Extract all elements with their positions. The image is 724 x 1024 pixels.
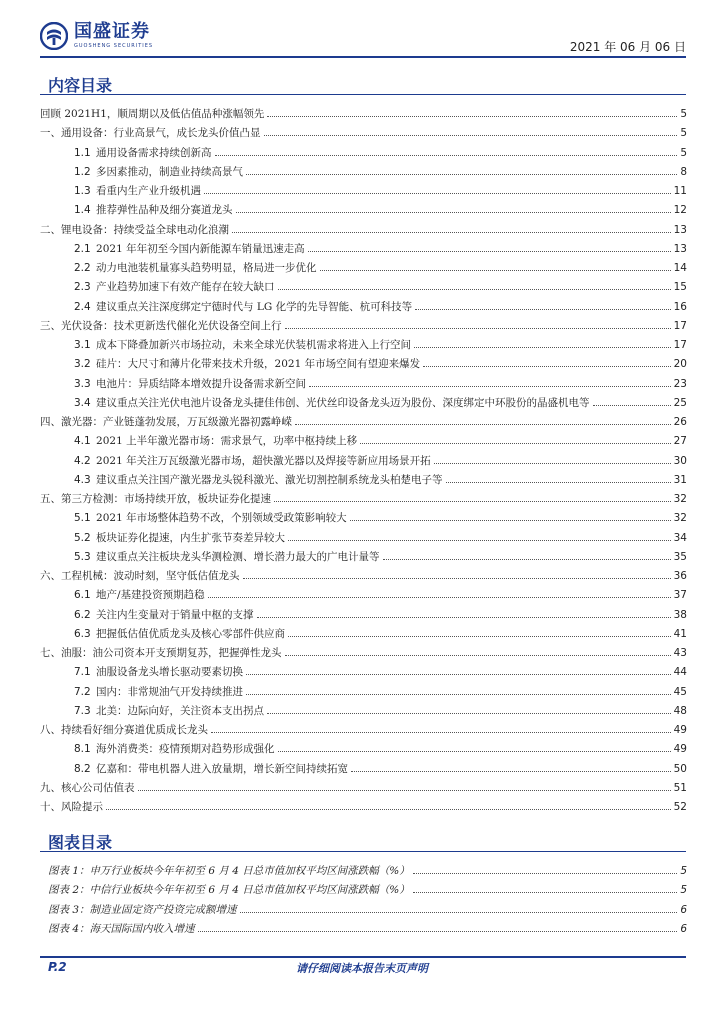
entry-page: 48: [673, 705, 687, 717]
dot-leader: [274, 501, 671, 502]
entry-label: 关注内生变量对于销量中枢的支撑: [96, 609, 254, 621]
entry-page: 41: [673, 628, 687, 640]
entry-page: 25: [673, 397, 687, 409]
toc-entry[interactable]: [74, 201, 687, 217]
toc-entry[interactable]: [74, 336, 687, 352]
toc-entry[interactable]: [74, 606, 687, 622]
entry-title: [74, 608, 254, 622]
dot-leader: [285, 655, 671, 656]
toc-entry[interactable]: [74, 298, 687, 314]
entry-title: [74, 280, 275, 294]
toc-entry[interactable]: [74, 355, 687, 371]
entry-page: 34: [673, 532, 687, 544]
entry-page: 5: [680, 865, 687, 877]
toc-entry[interactable]: [40, 721, 687, 737]
entry-label: 一、通用设备：行业高景气，成长龙头价值凸显: [40, 127, 261, 139]
figure-index-divider: [40, 851, 686, 852]
entry-page: 37: [673, 589, 687, 601]
entry-title: [74, 627, 285, 641]
entry-title: [74, 742, 275, 756]
entry-title: [74, 704, 264, 718]
entry-number: 7.1: [74, 666, 95, 678]
entry-label: 2021 年年初至今国内新能源车销量迅速走高: [96, 243, 305, 255]
toc-entry[interactable]: [74, 259, 687, 275]
dot-leader: [288, 540, 671, 541]
dot-leader: [138, 790, 671, 791]
entry-number: 2.3: [74, 281, 95, 293]
entry-title: [74, 184, 201, 198]
logo: [40, 22, 153, 50]
toc-entry[interactable]: [74, 144, 687, 160]
entry-page: 50: [673, 763, 687, 775]
entry-title: [48, 922, 195, 936]
toc-entry[interactable]: [40, 779, 687, 795]
entry-title: [40, 415, 292, 429]
dot-leader: [198, 931, 678, 932]
entry-title: [48, 883, 410, 897]
dot-leader: [211, 732, 671, 733]
entry-title: [74, 665, 243, 679]
figure-index-title: 图表目录: [48, 833, 113, 852]
entry-label: 把握低估值优质龙头及核心零部件供应商: [96, 628, 286, 640]
toc-entry[interactable]: [74, 663, 687, 679]
entry-page: 36: [673, 570, 687, 582]
entry-number: 4.3: [74, 474, 95, 486]
entry-page: 32: [673, 512, 687, 524]
entry-page: 6: [680, 904, 687, 916]
entry-label: 建议重点关注深度绑定宁德时代与 LG 化学的先导智能、杭可科技等: [96, 301, 413, 313]
dot-leader: [264, 135, 678, 136]
entry-title: [74, 396, 590, 410]
entry-title: [40, 723, 208, 737]
entry-label: 通用设备需求持续创新高: [96, 147, 212, 159]
entry-page: 5: [680, 147, 687, 159]
entry-title: [74, 242, 305, 256]
toc-entry[interactable]: [74, 683, 687, 699]
toc-entry[interactable]: [40, 317, 687, 333]
logo-name: 国盛证券: [74, 21, 150, 42]
entry-label: 八、持续看好细分赛道优质成长龙头: [40, 724, 208, 736]
entry-page: 26: [673, 416, 687, 428]
entry-label: 图表 4：海天国际国内收入增速: [48, 923, 195, 935]
entry-title: [74, 434, 357, 448]
toc-entry[interactable]: [74, 182, 687, 198]
entry-title: [48, 903, 237, 917]
entry-label: 看重内生产业升级机遇: [96, 185, 202, 197]
entry-number: 5.2: [74, 532, 95, 544]
entry-page: 27: [673, 435, 687, 447]
entry-page: 38: [673, 609, 687, 621]
toc-entry[interactable]: [74, 548, 687, 564]
dot-leader: [295, 424, 671, 425]
entry-page: 5: [680, 884, 687, 896]
entry-label: 2021 年关注万瓦级激光器市场，超快激光器以及焊接等新应用场景开拓: [96, 455, 431, 467]
entry-title: [40, 319, 282, 333]
toc-entry[interactable]: [74, 509, 687, 525]
entry-page: 5: [680, 127, 687, 139]
entry-label: 油服设备龙头增长驱动要素切换: [96, 666, 244, 678]
dot-leader: [383, 559, 671, 560]
entry-title: [74, 762, 348, 776]
entry-label: 十、风险提示: [40, 801, 103, 813]
entry-number: 7.3: [74, 705, 95, 717]
dot-leader: [246, 674, 671, 675]
entry-number: 1.2: [74, 166, 95, 178]
entry-number: 5.3: [74, 551, 95, 563]
entry-number: 2.4: [74, 301, 95, 313]
dot-leader: [257, 617, 671, 618]
entry-label: 板块证券化提速，内生扩张节奏差异较大: [96, 532, 286, 544]
entry-label: 建议重点关注国产激光器龙头锐科激光、激光切割控制系统龙头柏楚电子等: [96, 474, 443, 486]
dot-leader: [320, 270, 671, 271]
dot-leader: [308, 251, 671, 252]
dot-leader: [215, 155, 678, 156]
entry-page: 44: [673, 666, 687, 678]
toc-entry[interactable]: [74, 163, 687, 179]
entry-number: 5.1: [74, 512, 95, 524]
entry-label: 二、锂电设备：持续受益全球电动化浪潮: [40, 224, 229, 236]
entry-label: 海外消费类：疫情预期对趋势形成强化: [96, 743, 275, 755]
entry-title: [74, 338, 411, 352]
figure-entry[interactable]: [48, 881, 687, 897]
entry-title: [40, 569, 240, 583]
entry-page: 13: [673, 243, 687, 255]
entry-number: 1.1: [74, 147, 95, 159]
entry-number: 8.2: [74, 763, 95, 775]
entry-label: 建议重点关注光伏电池片设备龙头捷佳伟创、光伏丝印设备龙头迈为股份、深度绑定中环股份的晶盛机电等: [96, 397, 590, 409]
dot-leader: [350, 520, 671, 521]
entry-page: 45: [673, 686, 687, 698]
page-number: P.2: [48, 960, 67, 974]
toc-entry[interactable]: [40, 413, 687, 429]
entry-number: 3.3: [74, 378, 95, 390]
entry-page: 49: [673, 724, 687, 736]
entry-title: [74, 377, 306, 391]
entry-label: 图表 3：制造业固定资产投资完成额增速: [48, 904, 237, 916]
entry-page: 13: [673, 224, 687, 236]
entry-number: 3.4: [74, 397, 95, 409]
entry-page: 43: [673, 647, 687, 659]
dot-leader: [278, 751, 671, 752]
dot-leader: [243, 578, 671, 579]
entry-title: [74, 261, 317, 275]
entry-page: 17: [673, 339, 687, 351]
entry-label: 地产/基建投资预期趋稳: [96, 589, 205, 601]
entry-page: 31: [673, 474, 687, 486]
entry-page: 49: [673, 743, 687, 755]
entry-title: [74, 454, 431, 468]
dot-leader: [309, 386, 671, 387]
entry-label: 图表 1：申万行业板块今年年初至 6 月 4 日总市值加权平均区间涨跌幅（%）: [48, 865, 410, 877]
report-date: 2021 年 06 月 06 日: [569, 40, 686, 54]
dot-leader: [360, 443, 671, 444]
entry-number: 2.1: [74, 243, 95, 255]
entry-page: 23: [673, 378, 687, 390]
entry-title: [40, 800, 103, 814]
entry-title: [40, 492, 271, 506]
toc-entry[interactable]: [74, 432, 687, 448]
entry-title: [40, 646, 282, 660]
entry-title: [74, 550, 380, 564]
entry-page: 30: [673, 455, 687, 467]
entry-label: 国内：非常规油气开发持续推进: [96, 686, 244, 698]
toc-entry[interactable]: [40, 798, 687, 814]
entry-number: 2.2: [74, 262, 95, 274]
dot-leader: [204, 193, 671, 194]
entry-label: 产业趋势加速下有效产能存在较大缺口: [96, 281, 275, 293]
entry-label: 图表 2：中信行业板块今年年初至 6 月 4 日总市值加权平均区间涨跌幅（%）: [48, 884, 410, 896]
toc-entry[interactable]: [40, 105, 687, 121]
toc-entry[interactable]: [74, 625, 687, 641]
dot-leader: [413, 873, 678, 874]
entry-number: 3.2: [74, 358, 95, 370]
dot-leader: [413, 892, 678, 893]
entry-label: 建议重点关注板块龙头华测检测、增长潜力最大的广电计量等: [96, 551, 380, 563]
entry-title: [74, 473, 443, 487]
entry-label: 三、光伏设备：技术更新迭代催化光伏设备空间上行: [40, 320, 282, 332]
toc-entry[interactable]: [74, 740, 687, 756]
toc-entry[interactable]: [74, 375, 687, 391]
toc-divider: [40, 94, 686, 95]
entry-number: 4.1: [74, 435, 95, 447]
dot-leader: [288, 636, 671, 637]
entry-label: 五、第三方检测：市场持续开放，板块证券化提速: [40, 493, 271, 505]
entry-page: 17: [673, 320, 687, 332]
entry-page: 35: [673, 551, 687, 563]
footer-divider: [40, 956, 686, 958]
entry-page: 6: [680, 923, 687, 935]
entry-title: [74, 146, 212, 160]
entry-number: 6.1: [74, 589, 95, 601]
toc-entry[interactable]: [40, 124, 687, 140]
entry-page: 14: [673, 262, 687, 274]
entry-number: 6.2: [74, 609, 95, 621]
logo-subtitle: GUOSHENG SECURITIES: [74, 43, 154, 49]
entry-title: [40, 781, 135, 795]
entry-title: [74, 300, 412, 314]
dot-leader: [240, 912, 678, 913]
entry-label: 回顾 2021H1，顺周期以及低估值品种涨幅领先: [40, 108, 265, 120]
entry-label: 电池片：异质结降本增效提升设备需求新空间: [96, 378, 307, 390]
dot-leader: [278, 289, 671, 290]
dot-leader: [414, 347, 671, 348]
dot-leader: [236, 212, 671, 213]
toc-entry[interactable]: [40, 567, 687, 583]
entry-title: [74, 165, 243, 179]
dot-leader: [267, 116, 677, 117]
entry-page: 5: [680, 108, 687, 120]
toc-entry[interactable]: [74, 452, 687, 468]
toc-entry[interactable]: [74, 702, 687, 718]
dot-leader: [423, 366, 671, 367]
dot-leader: [246, 694, 671, 695]
entry-title: [40, 126, 261, 140]
toc-entry[interactable]: [74, 471, 687, 487]
toc-title: 内容目录: [48, 76, 113, 95]
entry-title: [74, 685, 243, 699]
figure-entry[interactable]: [48, 862, 687, 878]
toc-entry[interactable]: [74, 760, 687, 776]
dot-leader: [106, 809, 671, 810]
entry-number: 3.1: [74, 339, 95, 351]
dot-leader: [285, 328, 671, 329]
entry-title: [74, 203, 233, 217]
entry-label: 九、核心公司估值表: [40, 782, 135, 794]
entry-label: 2021 年市场整体趋势不改，个别领域受政策影响较大: [96, 512, 347, 524]
entry-label: 硅片：大尺寸和薄片化带来技术升级，2021 年市场空间有望迎来爆发: [96, 358, 421, 370]
dot-leader: [208, 597, 671, 598]
dot-leader: [415, 309, 671, 310]
toc-entry[interactable]: [40, 490, 687, 506]
page-header: [0, 0, 724, 60]
toc-entry[interactable]: [74, 529, 687, 545]
entry-page: 15: [673, 281, 687, 293]
entry-page: 12: [673, 204, 687, 216]
entry-page: 52: [673, 801, 687, 813]
entry-label: 动力电池装机量寡头趋势明显，格局进一步优化: [96, 262, 317, 274]
entry-label: 2021 上半年激光器市场：需求景气，功率中枢持续上移: [96, 435, 358, 447]
toc-entry[interactable]: [40, 644, 687, 660]
disclaimer-note: 请仔细阅读本报告末页声明: [296, 962, 428, 975]
header-divider: [40, 56, 686, 58]
dot-leader: [593, 405, 671, 406]
entry-title: [48, 864, 410, 878]
entry-label: 七、油服：油公司资本开支预期复苏，把握弹性龙头: [40, 647, 282, 659]
entry-number: 8.1: [74, 743, 95, 755]
entry-number: 4.2: [74, 455, 95, 467]
toc-entry[interactable]: [40, 221, 687, 237]
entry-label: 多因素推动，制造业持续高景气: [96, 166, 244, 178]
entry-title: [74, 511, 347, 525]
figure-entry[interactable]: [48, 901, 687, 917]
entry-page: 11: [673, 185, 687, 197]
entry-title: [74, 588, 205, 602]
entry-label: 北美：边际向好，关注资本支出拐点: [96, 705, 265, 717]
toc-entry[interactable]: [74, 240, 687, 256]
entry-number: 7.2: [74, 686, 95, 698]
entry-number: 1.3: [74, 185, 95, 197]
figure-entry[interactable]: [48, 920, 687, 936]
entry-title: [74, 357, 420, 371]
entry-page: 20: [673, 358, 687, 370]
entry-label: 成本下降叠加新兴市场拉动，未来全球光伏装机需求将进入上行空间: [96, 339, 412, 351]
toc-entry[interactable]: [74, 278, 687, 294]
entry-page: 16: [673, 301, 687, 313]
entry-label: 四、激光器：产业链蓬勃发展，万瓦级激光器初露峥嵘: [40, 416, 292, 428]
dot-leader: [246, 174, 677, 175]
dot-leader: [267, 713, 671, 714]
entry-title: [40, 107, 264, 121]
entry-page: 8: [680, 166, 687, 178]
dot-leader: [351, 771, 671, 772]
entry-page: 51: [673, 782, 687, 794]
entry-title: [40, 223, 229, 237]
guosheng-logo-icon: [40, 22, 68, 50]
toc-entry[interactable]: [74, 394, 687, 410]
dot-leader: [232, 232, 671, 233]
entry-page: 32: [673, 493, 687, 505]
toc-entry[interactable]: [74, 586, 687, 602]
entry-label: 六、工程机械：波动时刻，坚守低估值龙头: [40, 570, 240, 582]
entry-title: [74, 531, 285, 545]
entry-label: 亿嘉和：带电机器人进入放量期，增长新空间持续拓宽: [96, 763, 349, 775]
entry-label: 推荐弹性品种及细分赛道龙头: [96, 204, 233, 216]
entry-number: 6.3: [74, 628, 95, 640]
entry-number: 1.4: [74, 204, 95, 216]
dot-leader: [434, 463, 671, 464]
dot-leader: [446, 482, 671, 483]
